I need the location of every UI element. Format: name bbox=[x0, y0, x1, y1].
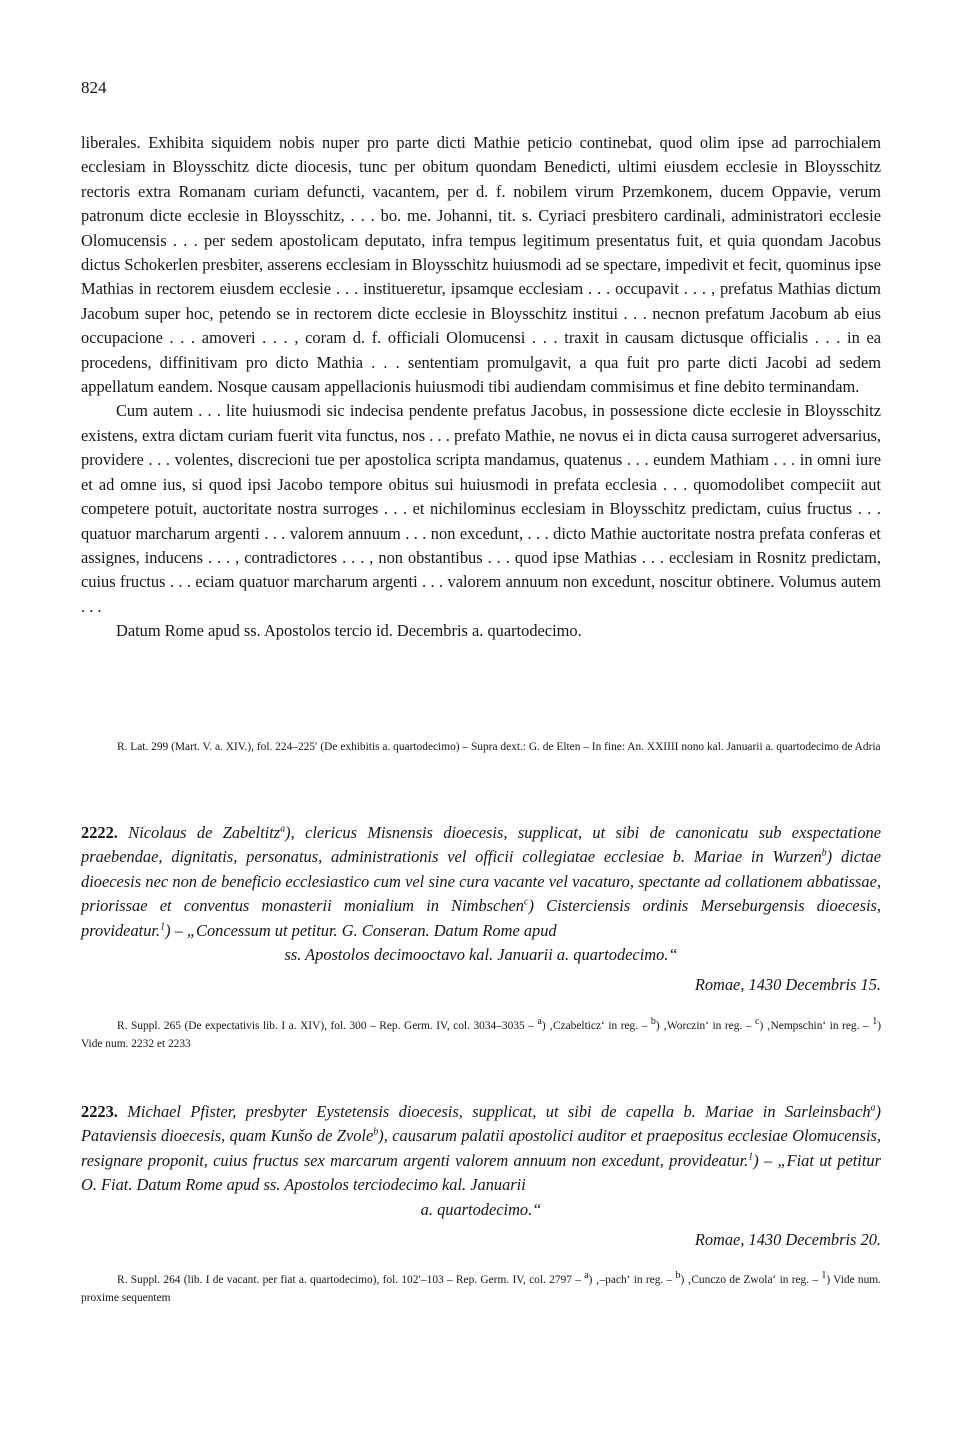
footnote-2221 bbox=[81, 738, 881, 756]
entry-number: 2222. bbox=[81, 823, 118, 842]
footnote-2223 bbox=[81, 1271, 881, 1307]
footnote-text: R. Lat. 299 (Mart. V. a. XIV.), fol. 224–225′ (De exhibitis a. quartodecimo) – Supra dext.: G. de Elten – In fine: An. XXIIII nono kal. Januarii a. quartodecimo de Adria bbox=[117, 741, 881, 753]
main-body-text bbox=[81, 131, 881, 644]
body-paragraph-1: liberales. Exhibita siquidem nobis nuper pro parte dicti Mathie peticio continebat, quod olim ipse ad parrochialem ecclesiam in Bloysschitz dicte diocesis, tunc per obitum quondam Benedicti, ultimi eiusdem ecclesie in Bloysschitz rectoris extra Romanam curiam defuncti, vacantem, per d. f. nobilem virum Przemkonem, ducem Oppavie, verum patronum dicte ecclesie in Bloysschitz, . . . bo. me. Johanni, tit. s. Cyriaci presbitero cardinali, administratori ecclesie Olomucensis . . . per sedem apostolicam deputato, infra tempus legitimum presentatus fuit, et quia quondam Jacobus dictus Schokerlen presbiter, asserens ecclesiam in Bloysschitz huiusmodi ad se spectare, impedivit et fecit, quominus ipse Mathias in rectorem eiusdem ecclesie . . . institueretur, ipsamque ecclesiam . . . occupavit . . . , prefatus Mathias dictum Jacobum super hoc, petendo se in rectorem dicte ecclesie in Bloysschitz institui . . . necnon prefatum Jacobum ab eius occupacione . . . amoveri . . . , coram d. f. officiali Olomucensi . . . traxit in causam dictusque officialis . . . in ea procedens, diffinitivam pro dicto Mathia . . . sententiam promulgavit, a qua fuit pro parte dicti Jacobi ad sedem appellatum eandem. Nosque causam appellacionis huiusmodi tibi audiendam commisimus et fine debito terminandam. bbox=[81, 133, 881, 397]
datum-line: Datum Rome apud ss. Apostolos tercio id. Decembris a. quartodecimo. bbox=[116, 621, 582, 641]
entry-2222-center-line: ss. Apostolos decimooctavo kal. Januarii a. quartodecimo.“ bbox=[284, 945, 678, 965]
entry-number: 2223. bbox=[81, 1102, 118, 1121]
page-number: 824 bbox=[81, 78, 107, 97]
entry-2223-date: Romae, 1430 Decembris 20. bbox=[694, 1230, 881, 1250]
entry-2222-date: Romae, 1430 Decembris 15. bbox=[694, 975, 881, 995]
body-paragraph-2: Cum autem . . . lite huiusmodi sic indecisa pendente prefatus Jacobus, in possessione dicte ecclesie in Bloysschitz existens, extra dictam curiam fuerit vita functus, nos . . . prefato Mathie, ne novus ei in dicta causa surrogeret adversarius, providere . . . volentes, discrecioni tue per apostolica scripta mandamus, quatenus . . . eundem Mathiam . . . in omni iure et ad omne ius, si quod ipsi Jacobo tempore obitus sui huiusmodi in prefata ecclesia . . . quomodolibet compeciit aut competere potuit, auctoritate nostra surroges . . . et nichilominus ecclesiam in Bloysschitz predictam, cuius fructus . . . quatuor marcharum argenti . . . valorem annuum . . . non excedunt, . . . dicto Mathie auctoritate nostra prefata conferas et assignes, inducens . . . , contradictores . . . , non obstantibus . . . quod ipse Mathias . . . ecclesiam in Rosnitz predictam, cuius fructus . . . eciam quatuor marcharum argenti . . . valorem annuum non excedunt, noscitur obtinere. Volumus autem . . . bbox=[81, 401, 881, 616]
entry-2223-center-line: a. quartodecimo.“ bbox=[420, 1199, 542, 1219]
entry-2223-text: 2223. Michael Pfister, presbyter Eystetensis dioecesis, supplicat, ut sibi de capella b. Mariae in Sarleinsbach$^a$) Pataviensis dioecesis, quam Kunšo de Zvole$^b$), causarum palatii apostolici auditor et praepositus ecclesiae Olomucensis, resignare proponit, cuius fructus sex marcarum argenti valorem annuum non excedunt, provideatur.$^1$) – „Fiat ut petitur O. Fiat. Datum Rome apud ss. Apostolos terciodecimo kal. Januarii bbox=[81, 1102, 881, 1195]
entry-2222-text: 2222. Nicolaus de Zabeltitz$^a$), clericus Misnensis dioecesis, supplicat, ut sibi de canonicatu sub exspectatione praebendae, dignitatis, personatus, administrationis vel officii collegiatae ecclesiae b. Mariae in Wurzen$^b$) dictae dioecesis nec non de beneficio ecclesiastico cum vel sine cura vacante vel vacaturo, spectante ad collationem abbatissae, priorissae et conventus monasterii monialium in Nimbschen$^c$) Cisterciensis ordinis Merseburgensis dioecesis, provideatur.$^1$) – „Concessum ut petitur. G. Conseran. Datum Rome apud bbox=[81, 823, 881, 940]
footnote-2222 bbox=[81, 1017, 881, 1053]
entry-2223 bbox=[81, 1100, 881, 1252]
footnote-text: R. Suppl. 265 (De expectativis lib. I a. XIV), fol. 300 – Rep. Germ. IV, col. 3034–3035 – $^a$) ‚Czabelticz‘ in reg. – $^b$) ‚Worczin‘ in reg. – $^c$) ‚Nempschin‘ in reg. – $^1$) Vide num. 2232 et 2233 bbox=[81, 1016, 881, 1050]
entry-2222 bbox=[81, 821, 881, 998]
footnote-text: R. Suppl. 264 (lib. I de vacant. per fiat a. quartodecimo), fol. 102′–103 – Rep. Germ. IV, col. 2797 – $^a$) ‚–pach‘ in reg. – $^b$) ‚Cunczo de Zwola‘ in reg. – $^1$) Vide num. proxime sequentem bbox=[81, 1270, 882, 1304]
